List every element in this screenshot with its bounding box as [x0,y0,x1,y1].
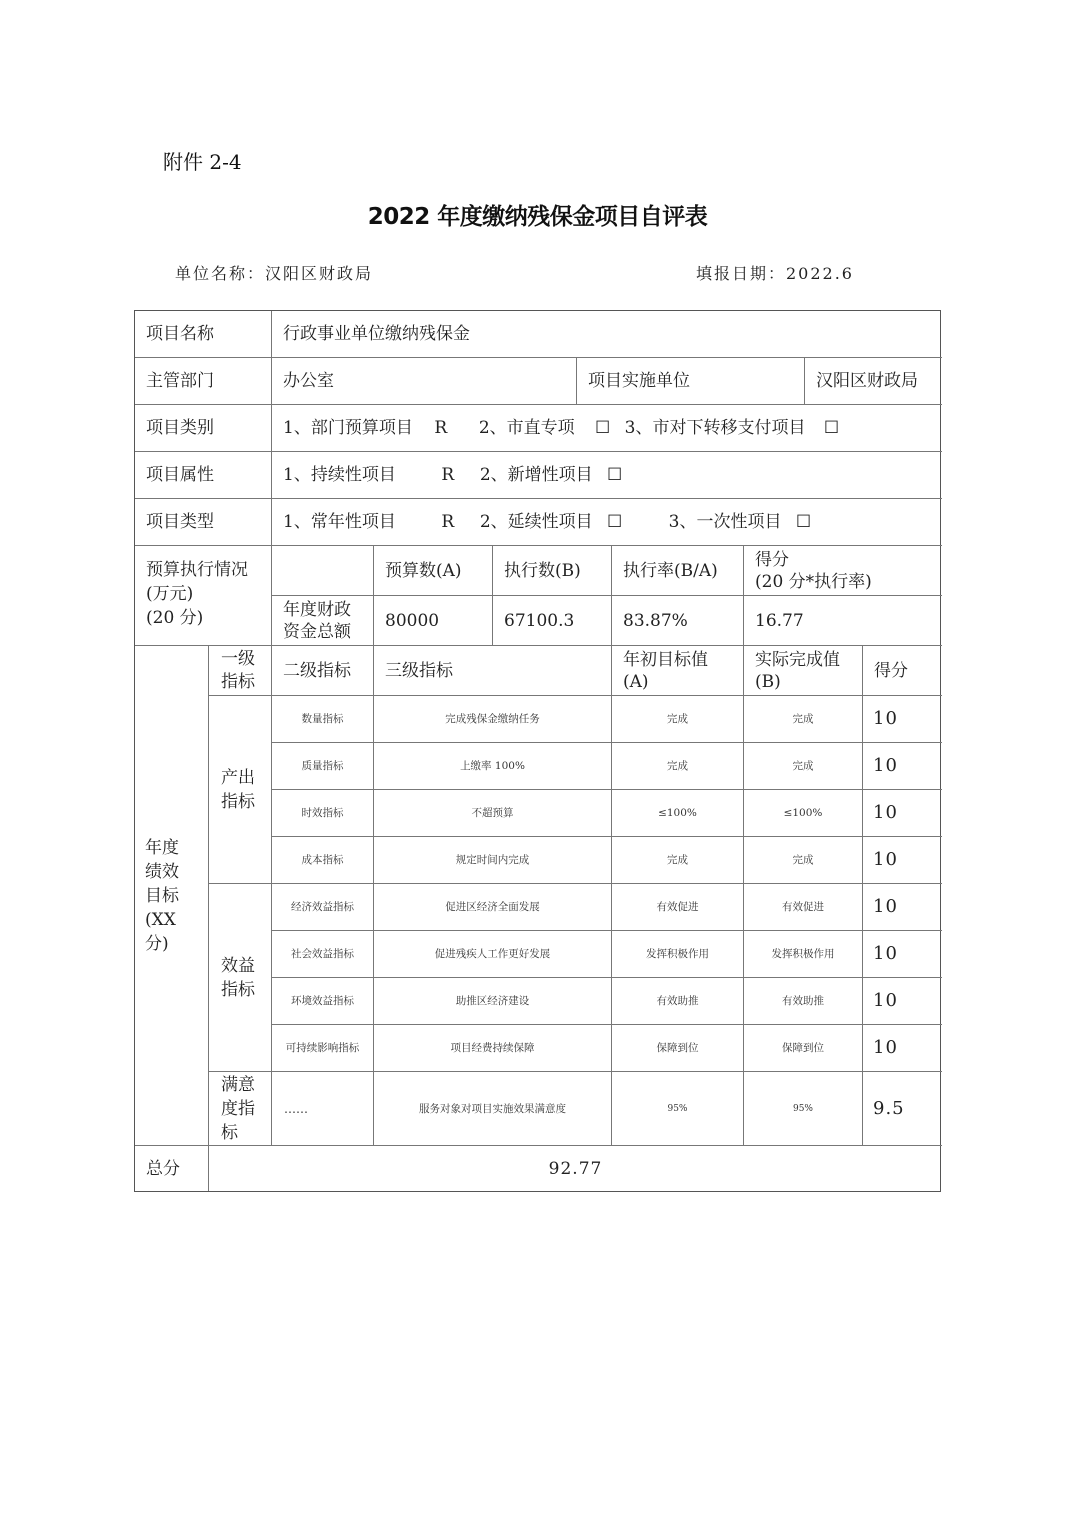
type-options [272,499,942,546]
indicator-level3: 上缴率 100% [374,743,612,790]
type-label: 项目类型 [135,499,272,546]
department-label: 主管部门 [135,358,272,405]
indicator-level2: 质量指标 [272,743,374,790]
group-satisfaction-label-line-2: 度指 [221,1098,255,1119]
category-option-1-mark[interactable]: R [434,418,448,438]
indicator-level3: 项目经费持续保障 [374,1025,612,1072]
indicator-score: 10 [863,696,942,743]
type-option-1: 1、常年性项目 [283,512,396,532]
budget-planned-value: 80000 [374,596,493,646]
total-value: 92.77 [548,1158,603,1179]
header-level1-line-2: 指标 [221,671,255,692]
attribute-option-2-mark[interactable]: ☐ [607,465,623,485]
indicator-target: 95% [612,1072,744,1146]
indicator-score: 10 [863,837,942,884]
implementing-unit-label: 项目实施单位 [577,358,805,405]
indicator-level2: 经济效益指标 [272,884,374,931]
budget-label [135,546,272,646]
budget-score-header-line-1: 得分 [755,549,789,570]
indicator-actual: 完成 [744,837,863,884]
header-level3: 三级指标 [374,646,612,696]
indicator-actual: 有效促进 [744,884,863,931]
budget-executed-value: 67100.3 [493,596,612,646]
project-name-label: 项目名称 [135,311,272,358]
budget-header-rate: 执行率(B/A) [612,546,744,596]
budget-label-line-2: (万元) [146,584,194,604]
performance-label-line-4: (XX [145,909,176,930]
header-level1 [209,646,272,696]
indicator-score: 9.5 [863,1072,942,1146]
indicator-score: 10 [863,978,942,1025]
group-output-label-line-1: 产出 [221,767,255,788]
indicator-level2: 成本指标 [272,837,374,884]
indicator-actual: ≤100% [744,790,863,837]
indicator-score: 10 [863,743,942,790]
indicator-level3: 促进残疾人工作更好发展 [374,931,612,978]
attribute-options [272,452,942,499]
indicator-level3: 完成残保金缴纳任务 [374,696,612,743]
performance-label-line-1: 年度 [145,837,179,858]
performance-section-label [135,646,209,1146]
group-benefit-label-line-1: 效益 [221,955,255,976]
type-option-2: 2、延续性项目 [479,512,593,532]
group-output-label-line-2: 指标 [221,791,255,812]
header-target [612,646,744,696]
indicator-level3: 不超预算 [374,790,612,837]
attribute-label: 项目属性 [135,452,272,499]
budget-header-executed: 执行数(B) [493,546,612,596]
budget-header-score [744,546,942,596]
implementing-unit-value: 汉阳区财政局 [805,358,942,405]
budget-row-label [272,596,374,646]
group-satisfaction-label-line-3: 标 [221,1122,238,1143]
header-target-line-1: 年初目标值 [623,649,708,670]
budget-row-label-line-2: 资金总额 [283,621,351,642]
indicator-level3: 服务对象对项目实施效果满意度 [374,1072,612,1146]
indicator-score: 10 [863,790,942,837]
indicator-score: 10 [863,931,942,978]
budget-score-value: 16.77 [744,596,942,646]
indicator-level2: 时效指标 [272,790,374,837]
unit-name: 单位名称：汉阳区财政局 [175,264,374,283]
indicator-target: 完成 [612,837,744,884]
header-level1-line-1: 一级 [221,648,255,669]
indicator-level2: 可持续影响指标 [272,1025,374,1072]
category-option-2-mark[interactable]: ☐ [595,418,611,438]
budget-rate-value: 83.87% [612,596,744,646]
indicator-target: 完成 [612,696,744,743]
budget-header-blank [272,546,374,596]
indicator-target: 保障到位 [612,1025,744,1072]
indicator-actual: 完成 [744,743,863,790]
attribute-option-2: 2、新增性项目 [479,465,593,485]
group-benefit-label-line-2: 指标 [221,979,255,1000]
indicator-score: 10 [863,884,942,931]
indicator-target: 有效助推 [612,978,744,1025]
header-score: 得分 [863,646,942,696]
category-option-3-mark[interactable]: ☐ [823,418,840,438]
category-option-1: 1、部门预算项目 [283,418,413,438]
indicator-target: 有效促进 [612,884,744,931]
indicator-actual: 有效助推 [744,978,863,1025]
attribute-option-1-mark[interactable]: R [441,465,455,485]
indicator-level2: 数量指标 [272,696,374,743]
group-satisfaction-label [209,1072,272,1146]
report-date: 填报日期：2022.6 [696,264,854,283]
header-actual-line-1: 实际完成值 [755,649,840,670]
group-output-label [209,696,272,884]
budget-score-header-line-2: (20 分*执行率) [755,571,872,592]
project-name-value: 行政事业单位缴纳残保金 [272,311,942,358]
category-label: 项目类别 [135,405,272,452]
indicator-target: 发挥积极作用 [612,931,744,978]
indicator-level2: 环境效益指标 [272,978,374,1025]
page-title: 2022 年度缴纳残保金项目自评表 [367,204,708,230]
header-actual [744,646,863,696]
type-option-3: 3、一次性项目 [668,512,782,532]
indicator-level3: 促进区经济全面发展 [374,884,612,931]
indicator-actual: 保障到位 [744,1025,863,1072]
performance-label-line-2: 绩效 [145,861,179,882]
indicator-actual: 95% [744,1072,863,1146]
indicator-level2: 社会效益指标 [272,931,374,978]
budget-header-planned: 预算数(A) [374,546,493,596]
indicator-target: ≤100% [612,790,744,837]
budget-label-line-3: (20 分) [146,608,204,628]
budget-row-label-line-1: 年度财政 [283,599,351,620]
group-satisfaction-label-line-1: 满意 [221,1074,255,1095]
header-actual-line-2: (B) [755,671,781,692]
indicator-level2: …… [272,1072,374,1146]
indicator-actual: 发挥积极作用 [744,931,863,978]
header-level2: 二级指标 [272,646,374,696]
category-options [272,405,942,452]
total-label: 总分 [135,1146,209,1191]
type-option-3-mark[interactable]: ☐ [795,512,812,532]
performance-label-line-5: 分) [145,933,169,954]
type-option-1-mark[interactable]: R [441,512,455,532]
header-target-line-2: (A) [623,671,649,692]
performance-label-line-3: 目标 [145,885,179,906]
indicator-actual: 完成 [744,696,863,743]
indicator-level3: 助推区经济建设 [374,978,612,1025]
self-evaluation-table [134,310,941,1192]
indicator-target: 完成 [612,743,744,790]
attribute-option-1: 1、持续性项目 [283,465,396,485]
department-value: 办公室 [272,358,577,405]
category-option-2: 2、市直专项 [478,418,575,438]
group-benefit-label [209,884,272,1072]
attachment-label: 附件 2-4 [163,150,242,174]
indicator-level3: 规定时间内完成 [374,837,612,884]
indicator-score: 10 [863,1025,942,1072]
type-option-2-mark[interactable]: ☐ [607,512,623,532]
category-option-3: 3、市对下转移支付项目 [624,418,806,438]
budget-label-line-1: 预算执行情况 [146,560,248,580]
